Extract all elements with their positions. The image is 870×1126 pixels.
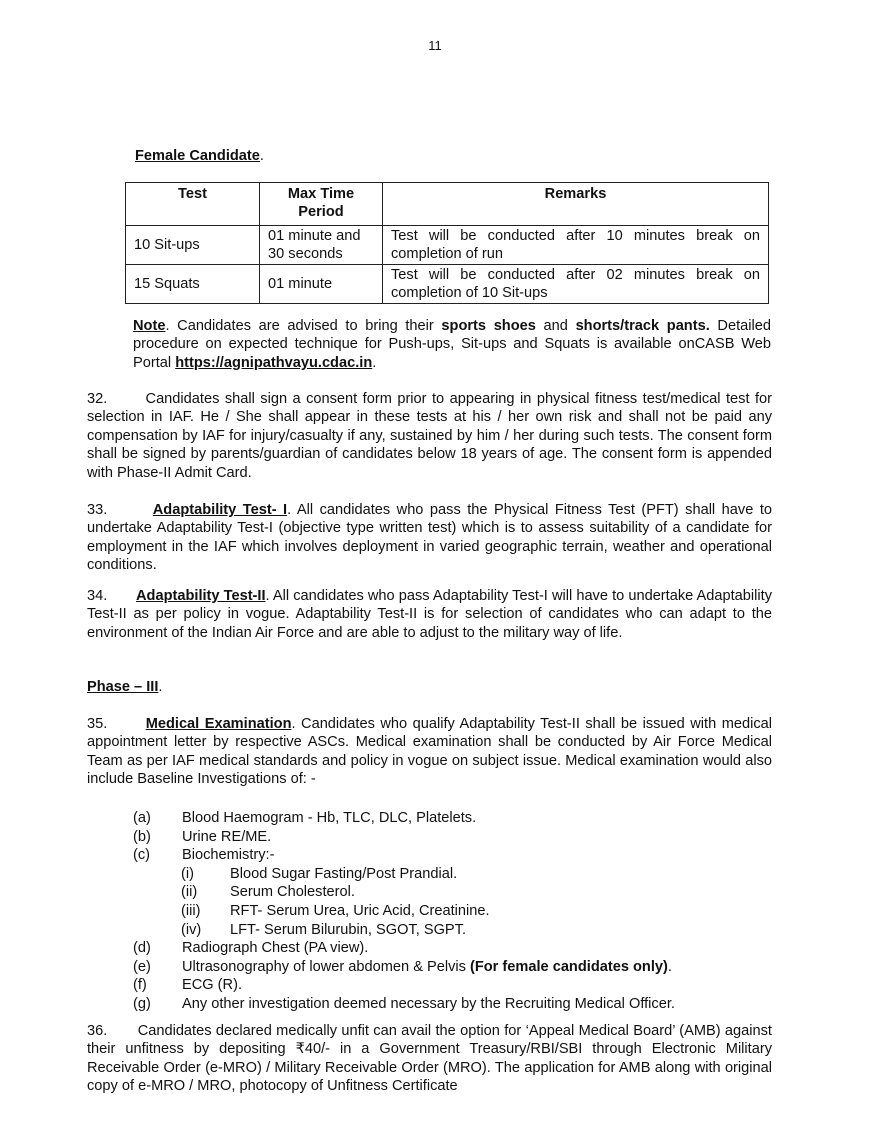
note-bold-shoes: sports shoes bbox=[441, 318, 536, 334]
phase-3-heading: Phase – III. bbox=[87, 679, 163, 695]
header-max-time: Max Time Period bbox=[260, 183, 383, 226]
cell-test: 15 Squats bbox=[126, 265, 260, 304]
list-marker: (a) bbox=[133, 810, 151, 826]
para-number: 32. bbox=[87, 391, 108, 407]
list-text: Serum Cholesterol. bbox=[230, 884, 355, 901]
para-title: Adaptability Test- I bbox=[152, 502, 288, 518]
para-number: 35. bbox=[87, 716, 108, 732]
header-remarks: Remarks bbox=[383, 183, 769, 226]
list-marker: (e) bbox=[133, 958, 151, 975]
cell-remarks: Test will be conducted after 02 minutes break on completion of 10 Sit-ups bbox=[383, 265, 769, 304]
cell-time: 01 minute bbox=[260, 265, 383, 304]
para-text: . Candidates who qualify Adaptability Test-II shall be issued with medical appointment letter by respective ASCs. Medical examination shall be conducted by Air Force Medical Team as per IAF medical standards and policy in vogue on subject issue. Medical examination would also include Baseline Investigations of: - bbox=[87, 716, 772, 788]
list-text: Radiograph Chest (PA view). bbox=[182, 940, 369, 957]
para-number: 36. bbox=[87, 1023, 108, 1039]
table-header-row bbox=[126, 183, 769, 226]
cell-time: 01 minute and 30 seconds bbox=[260, 226, 383, 265]
list-text: Blood Sugar Fasting/Post Prandial. bbox=[230, 865, 458, 882]
note-label: Note bbox=[133, 318, 166, 334]
list-marker: (d) bbox=[133, 940, 151, 957]
note-text: . Candidates are advised to bring their bbox=[165, 318, 442, 334]
list-marker: (iii) bbox=[181, 902, 201, 919]
list-text: Blood Haemogram - Hb, TLC, DLC, Platelets. bbox=[182, 810, 477, 826]
list-marker: (i) bbox=[181, 865, 194, 882]
list-marker: (f) bbox=[133, 977, 147, 994]
paragraph-34 bbox=[87, 587, 772, 642]
note-text: . bbox=[372, 354, 377, 371]
para-number: 33. bbox=[87, 502, 108, 518]
paragraph-33 bbox=[87, 501, 772, 575]
list-text-bold: (For female candidates only) bbox=[469, 958, 668, 975]
list-text: Biochemistry:- bbox=[182, 847, 275, 864]
cell-test: 10 Sit-ups bbox=[126, 226, 260, 265]
list-marker: (ii) bbox=[181, 884, 198, 901]
note-paragraph bbox=[133, 317, 771, 372]
casb-portal-link[interactable]: https://agnipathvayu.cdac.in bbox=[175, 354, 373, 371]
para-number: 34. bbox=[87, 588, 108, 604]
list-marker: (b) bbox=[133, 828, 151, 845]
para-text: Candidates shall sign a consent form prior to appearing in physical fitness test/medical test for selection in IAF. He / She shall appear in these tests at his / her own risk and shall not be paid any compensation by IAF for injury/casualty if any, sustained by him / her during such tests. The consent form shall be signed by parents/guardian of candidates below 18 years of age. The consent form is appended with Phase-II Admit Card. bbox=[87, 391, 772, 481]
list-marker: (g) bbox=[133, 995, 151, 1012]
para-text: . All candidates who pass the Physical Fitness Test (PFT) shall have to undertake Adaptability Test-I (objective type written test) which is to assess suitability of a candidate for employment in the IAF which involves deployment in varied geographic terrain, weather and operational conditions. bbox=[87, 502, 772, 574]
list-marker: (c) bbox=[133, 847, 151, 864]
paragraph-36 bbox=[87, 1022, 772, 1096]
note-bold-shorts: shorts/track pants. bbox=[575, 318, 710, 334]
female-candidate-heading: Female Candidate. bbox=[135, 148, 264, 164]
list-text bbox=[182, 958, 672, 977]
list-text: LFT- Serum Bilurubin, SGOT, SGPT. bbox=[230, 921, 466, 938]
list-text: ECG (R). bbox=[182, 977, 242, 994]
list-text-after: . bbox=[667, 958, 672, 975]
header-test: Test bbox=[126, 183, 260, 226]
phase-3-text: Phase – III bbox=[87, 679, 159, 695]
table-row bbox=[126, 226, 769, 265]
female-heading-text: Female Candidate bbox=[135, 148, 260, 164]
list-marker: (iv) bbox=[181, 921, 202, 938]
para-title: Medical Examination bbox=[145, 716, 292, 732]
note-text: and bbox=[535, 318, 576, 334]
cell-remarks: Test will be conducted after 10 minutes break on completion of run bbox=[383, 226, 769, 265]
list-text: Any other investigation deemed necessary by the Recruiting Medical Officer. bbox=[182, 995, 675, 1012]
list-text-plain: Ultrasonography of lower abdomen & Pelvis bbox=[182, 958, 470, 975]
list-text: RFT- Serum Urea, Uric Acid, Creatinine. bbox=[230, 902, 490, 919]
table-row bbox=[126, 265, 769, 304]
para-text: . All candidates who pass Adaptability Test-I will have to undertake Adaptability Test-II as per policy in vogue. Adaptability Test-II is for selection of candidates who can adapt to the environment of the Indian Air Force and are able to adjust to the military way of life. bbox=[87, 588, 772, 641]
list-text: Urine RE/ME. bbox=[182, 828, 272, 845]
note-text: Detailed procedure on expected technique for Push-ups, Sit-ups and Squats is available onCASB Web Portal bbox=[133, 318, 771, 371]
para-text: Candidates declared medically unfit can avail the option for ‘Appeal Medical Board’ (AMB) against their unfitness by depositing ₹40/- in a Government Treasury/RBI/SBI through Electronic Military Receivable Order (e-MRO) / Military Receivable Order (MRO). The application for AMB along with original copy of e-MRO / MRO, photocopy of Unfitness Certificate bbox=[87, 1023, 772, 1095]
paragraph-35 bbox=[87, 715, 772, 789]
page-number: 11 bbox=[428, 38, 442, 53]
paragraph-32 bbox=[87, 390, 772, 482]
fitness-test-table bbox=[125, 182, 769, 304]
para-title: Adaptability Test-II bbox=[136, 588, 266, 604]
